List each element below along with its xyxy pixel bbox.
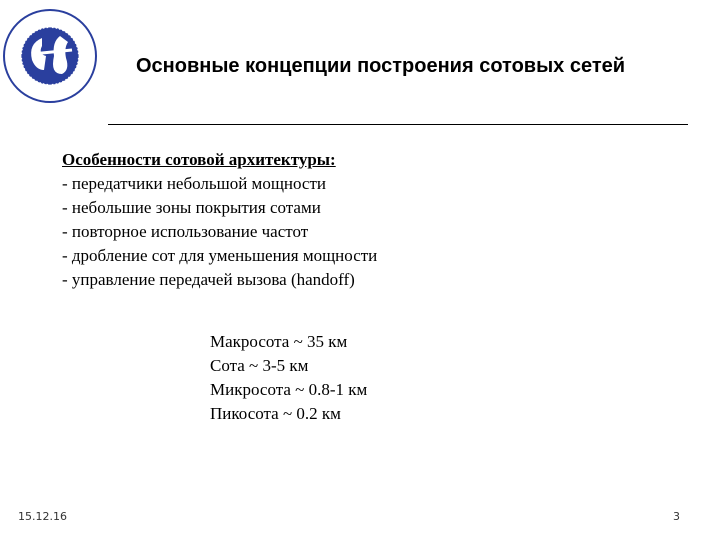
cell-size-item: Микросота ~ 0.8-1 км xyxy=(210,380,368,399)
university-logo-icon xyxy=(2,8,98,104)
features-heading: Особенности сотовой архитектуры: xyxy=(62,150,336,169)
feature-item: - передатчики небольшой мощности xyxy=(62,174,326,193)
footer-date: 15.12.16 xyxy=(18,510,67,523)
cell-size-item: Сота ~ 3-5 км xyxy=(210,356,309,375)
cell-size-item: Пикосота ~ 0.2 км xyxy=(210,404,341,423)
page-number: 3 xyxy=(673,510,680,523)
feature-item: - управление передачей вызова (handoff) xyxy=(62,270,355,289)
features-list xyxy=(62,172,377,292)
slide-title: Основные концепции построения сотовых сетей xyxy=(136,55,626,77)
title-divider xyxy=(108,124,688,125)
cell-size-item: Макросота ~ 35 км xyxy=(210,332,348,351)
feature-item: - повторное использование частот xyxy=(62,222,309,241)
cell-sizes-list xyxy=(210,330,367,426)
features-block xyxy=(62,148,377,292)
cell-sizes-block xyxy=(210,330,367,426)
feature-item: - небольшие зоны покрытия сотами xyxy=(62,198,321,217)
feature-item: - дробление сот для уменьшения мощности xyxy=(62,246,378,265)
